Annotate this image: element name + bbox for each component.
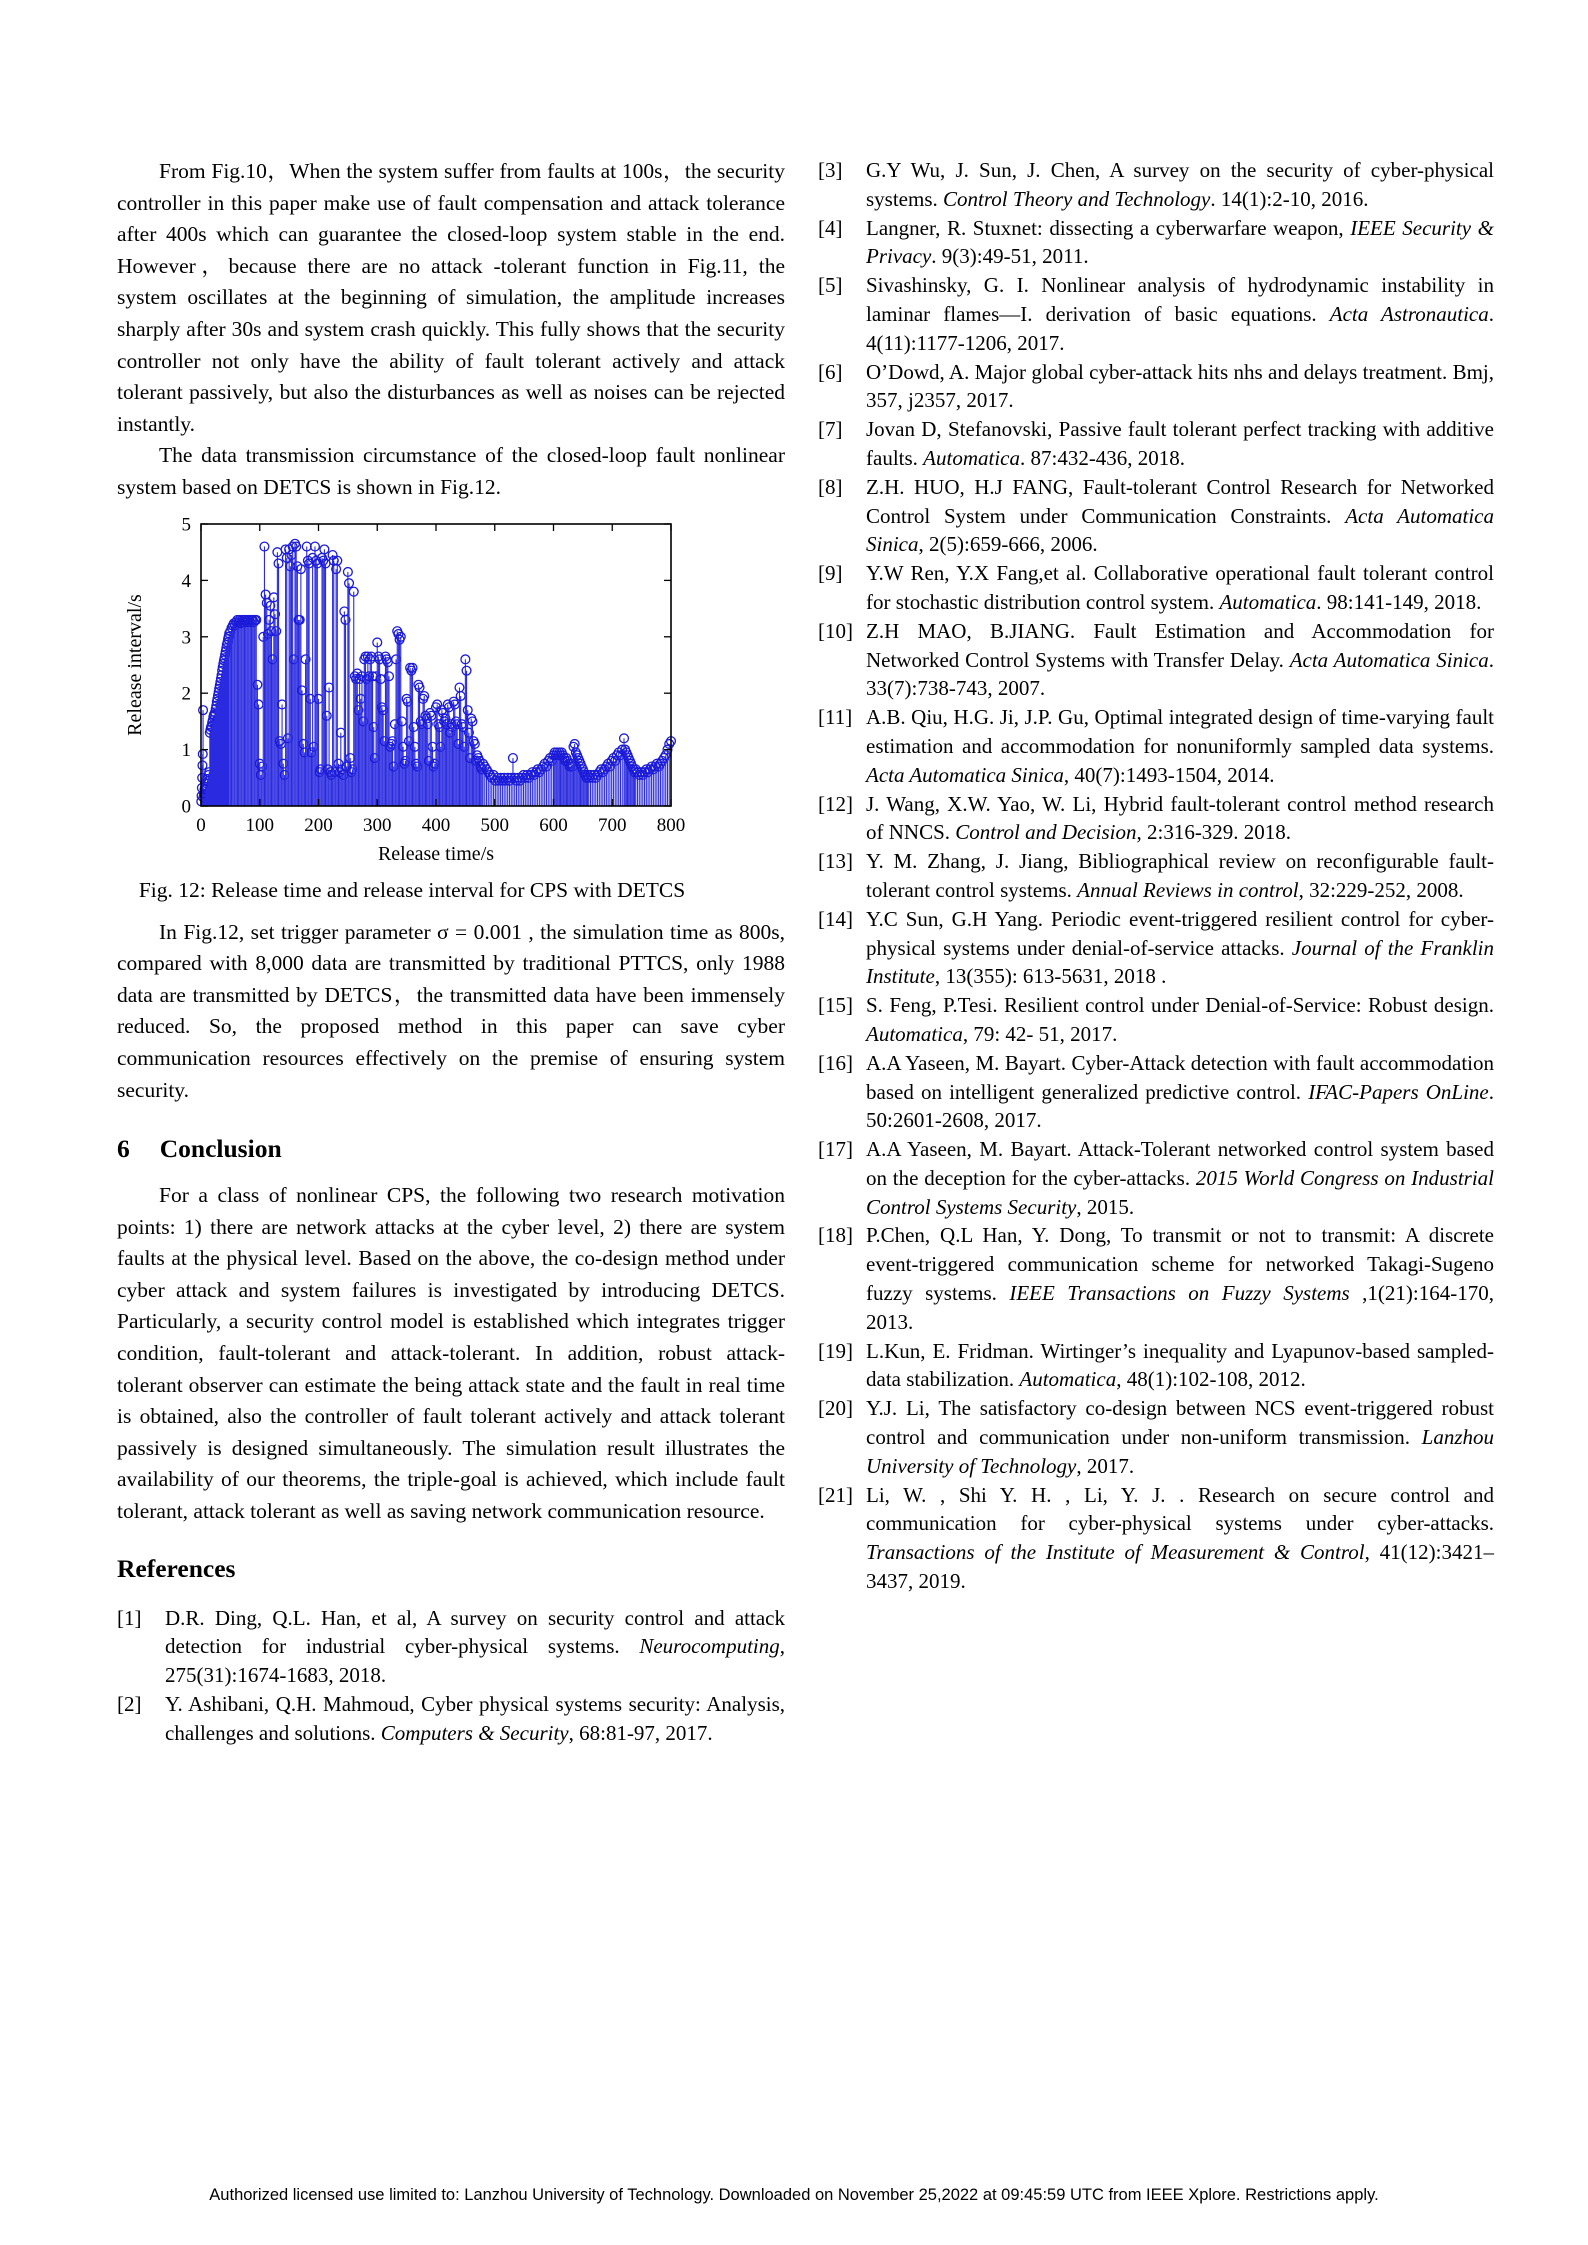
reference-item bbox=[818, 1481, 1494, 1596]
reference-number: [8] bbox=[818, 474, 843, 499]
reference-item bbox=[818, 790, 1494, 848]
x-axis-label: Release time/s bbox=[377, 842, 495, 865]
reference-number: [9] bbox=[818, 561, 843, 586]
reference-item bbox=[117, 1690, 785, 1748]
y-tick-label: 0 bbox=[181, 796, 191, 818]
reference-item bbox=[818, 156, 1494, 214]
x-tick-label: 200 bbox=[304, 814, 333, 836]
reference-item bbox=[818, 991, 1494, 1049]
reference-number: [20] bbox=[818, 1396, 853, 1421]
x-tick-label: 800 bbox=[656, 814, 686, 836]
reference-text: P.Chen, Q.L Han, Y. Dong, To transmit or not to transmit: A discrete event-triggered communication scheme for networked Takagi-Sugeno fuzzy systems. IEEE Transactions on Fuzzy Systems ,1(21):164-170, 2013. bbox=[866, 1223, 1494, 1334]
reference-text: Z.H MAO, B.JIANG. Fault Estimation and Accommodation for Networked Control Systems with Transfer Delay. Acta Automatica Sinica. 33(7):738-743, 2007. bbox=[866, 618, 1494, 701]
reference-number: [19] bbox=[818, 1338, 853, 1363]
reference-number: [13] bbox=[818, 849, 853, 874]
reference-text: Jovan D, Stefanovski, Passive fault tolerant perfect tracking with additive faults. Automatica. 87:432-436, 2018. bbox=[866, 417, 1494, 470]
reference-text: Y. Ashibani, Q.H. Mahmoud, Cyber physical systems security: Analysis, challenges and solutions. Computers & Security, 68:81-97, 2017. bbox=[165, 1692, 785, 1745]
reference-text: D.R. Ding, Q.L. Han, et al, A survey on security control and attack detection for industrial cyber-physical systems. Neurocomputing, 275(31):1674-1683, 2018. bbox=[165, 1605, 785, 1688]
reference-number: [2] bbox=[117, 1692, 142, 1717]
reference-text: L.Kun, E. Fridman. Wirtinger’s inequality and Lyapunov-based sampled-data stabilization. Automatica, 48(1):102-108, 2012. bbox=[866, 1338, 1494, 1392]
conclusion-heading-title: Conclusion bbox=[159, 1134, 282, 1164]
reference-number: [3] bbox=[818, 158, 843, 182]
x-tick-label: 500 bbox=[480, 814, 509, 836]
reference-text: Y. M. Zhang, J. Jiang, Bibliographical review on reconfigurable fault-tolerant control systems. Annual Reviews in control, 32:229-252, 2008. bbox=[866, 849, 1494, 902]
reference-item bbox=[818, 473, 1494, 559]
reference-text: Z.H. HUO, H.J FANG, Fault-tolerant Control Research for Networked Control System under Communication Constraints. Acta Automatica Sinica, 2(5):659-666, 2006. bbox=[866, 474, 1494, 557]
reference-number: [15] bbox=[818, 993, 853, 1018]
x-tick-label: 700 bbox=[598, 814, 627, 836]
reference-text: S. Feng, P.Tesi. Resilient control under Denial-of-Service: Robust design. Automatica, 79: 42- 51, 2017. bbox=[866, 993, 1494, 1046]
reference-item bbox=[818, 1337, 1494, 1395]
reference-text: A.A Yaseen, M. Bayart. Cyber-Attack detection with fault accommodation based on intelligent generalized predictive control. IFAC-Papers OnLine. 50:2601-2608, 2017. bbox=[866, 1050, 1494, 1133]
reference-item bbox=[818, 1135, 1494, 1221]
x-tick-label: 400 bbox=[421, 814, 451, 836]
reference-item bbox=[818, 703, 1494, 789]
figure-12 bbox=[119, 514, 705, 905]
reference-number: [16] bbox=[818, 1050, 853, 1075]
reference-text: A.B. Qiu, H.G. Ji, J.P. Gu, Optimal integrated design of time-varying fault estimation and accommodation for nonuniformly sampled data systems. Acta Automatica Sinica, 40(7):1493-1504, 2014. bbox=[866, 705, 1494, 787]
reference-number: [18] bbox=[818, 1223, 853, 1248]
y-tick-label: 4 bbox=[181, 570, 191, 592]
y-axis-label: Release interval/s bbox=[124, 593, 146, 736]
figure-12-chart bbox=[119, 514, 705, 866]
left-column bbox=[117, 156, 785, 1748]
reference-item bbox=[818, 1394, 1494, 1480]
reference-item bbox=[818, 617, 1494, 703]
y-tick-label: 2 bbox=[181, 683, 191, 705]
x-tick-label: 0 bbox=[196, 814, 206, 836]
reference-item bbox=[818, 415, 1494, 473]
reference-number: [11] bbox=[818, 705, 853, 730]
stem-series bbox=[197, 539, 676, 806]
reference-item bbox=[818, 559, 1494, 617]
right-column bbox=[818, 156, 1494, 1596]
reference-number: [14] bbox=[818, 906, 853, 931]
reference-item bbox=[818, 1049, 1494, 1135]
y-tick-label: 3 bbox=[181, 626, 191, 648]
reference-text: G.Y Wu, J. Sun, J. Chen, A survey on the security of cyber-physical systems. Control Theory and Technology. 14(1):2-10, 2016. bbox=[866, 158, 1494, 211]
reference-text: A.A Yaseen, M. Bayart. Attack-Tolerant networked control system based on the deception for the cyber-attacks. 2015 World Congress on Industrial Control Systems Security, 2015. bbox=[866, 1137, 1494, 1219]
reference-item bbox=[818, 214, 1494, 272]
y-tick-label: 5 bbox=[181, 514, 191, 536]
reference-number: [21] bbox=[818, 1482, 853, 1507]
paragraph-conclusion: For a class of nonlinear CPS, the following two research motivation points: 1) there are network attacks at the cyber level, 2) there are system faults at the physical level. Based on the above, the co-design method under cyber attack and system failures is investigated by introducing DETCS. Particularly, a security control model is established which integrates trigger condition, fault-tolerant and attack-tolerant. In addition, robust attack-tolerant observer can estimate the being attack state and the fault in real time is obtained, also the controller of fault tolerant actively and attack tolerant passively is designed simultaneously. The simulation result illustrates the availability of our theorems, the triple-goal is achieved, which include fault tolerant, attack tolerant as well as saving network communication resource. bbox=[117, 1183, 785, 1524]
references-list-right bbox=[818, 156, 1494, 1596]
reference-item bbox=[818, 1221, 1494, 1336]
reference-number: [17] bbox=[818, 1137, 853, 1162]
reference-text: Y.J. Li, The satisfactory co-design between NCS event-triggered robust control and communication under non-uniform transmission. Lanzhou University of Technology, 2017. bbox=[866, 1396, 1494, 1478]
paragraph-fig10-discussion: From Fig.10，When the system suffer from faults at 100s，the security controller in this paper make use of fault compensation and attack tolerance after 400s which can guarantee the closed-loop system stable in the end. However，because there are no attack -tolerant function in Fig.11, the system oscillates at the beginning of simulation, the amplitude increases sharply after 30s and system crash quickly. This fully shows that the security controller not only have the ability of fault tolerant actively and attack tolerant passively, but also the disturbances as well as noises can be rejected instantly. bbox=[117, 159, 785, 436]
reference-item bbox=[818, 271, 1494, 357]
reference-number: [7] bbox=[818, 417, 843, 442]
reference-text: O’Dowd, A. Major global cyber-attack hits nhs and delays treatment. Bmj, 357, j2357, 2017. bbox=[866, 359, 1494, 413]
conclusion-heading-number: 6 bbox=[117, 1134, 130, 1164]
reference-item bbox=[818, 847, 1494, 905]
reference-text: J. Wang, X.W. Yao, W. Li, Hybrid fault-tolerant control method research of NNCS. Control and Decision, 2:316-329. 2018. bbox=[866, 791, 1494, 845]
paragraph-fig12-discussion: In Fig.12, set trigger parameter σ = 0.001 , the simulation time as 800s, compared with 8,000 data are transmitted by traditional PTTCS, only 1988 data are transmitted by DETCS，the transmitted data have been immensely reduced. So, the proposed method in this paper can save cyber communication resources effectively on the premise of ensuring system security. bbox=[117, 919, 785, 1102]
y-tick-label: 1 bbox=[181, 739, 191, 761]
x-tick-label: 600 bbox=[539, 814, 568, 836]
x-tick-label: 300 bbox=[363, 814, 392, 836]
references-list-left bbox=[117, 1604, 785, 1748]
conclusion-heading bbox=[117, 1134, 785, 1164]
reference-number: [12] bbox=[818, 791, 853, 816]
reference-text: Langner, R. Stuxnet: dissecting a cyberwarfare weapon, IEEE Security & Privacy. 9(3):49-51, 2011. bbox=[866, 215, 1494, 269]
reference-item bbox=[818, 358, 1494, 416]
reference-text: Li, W. , Shi Y. H. , Li, Y. J. . Research on secure control and communication for cyber-physical systems under cyber-attacks. Transactions of the Institute of Measurement & Control, 41(12):3421–3437, 2019. bbox=[866, 1482, 1494, 1594]
reference-item bbox=[818, 905, 1494, 991]
reference-number: [5] bbox=[818, 273, 843, 298]
copyright-footer: Authorized licensed use limited to: Lanzhou University of Technology. Downloaded on November 25,2022 at 09:45:59 UTC from IEEE Xplore. Restrictions apply. bbox=[209, 2186, 1379, 2204]
reference-text: Y.W Ren, Y.X Fang,et al. Collaborative operational fault tolerant control for stochastic distribution control system. Automatica. 98:141-149, 2018. bbox=[866, 561, 1494, 614]
reference-text: Y.C Sun, G.H Yang. Periodic event-triggered resilient control for cyber-physical systems under denial-of-service attacks. Journal of the Franklin Institute, 13(355): 613-5631, 2018 . bbox=[866, 906, 1494, 989]
reference-number: [10] bbox=[818, 618, 853, 643]
reference-number: [4] bbox=[818, 215, 843, 240]
reference-text: Sivashinsky, G. I. Nonlinear analysis of hydrodynamic instability in laminar flames—I. derivation of basic equations. Acta Astronautica. 4(11):1177-1206, 2017. bbox=[866, 273, 1495, 355]
figure-12-caption: Fig. 12: Release time and release interval for CPS with DETCS bbox=[138, 877, 686, 902]
reference-number: [6] bbox=[818, 359, 843, 384]
x-tick-label: 100 bbox=[245, 814, 274, 836]
reference-number: [1] bbox=[117, 1605, 142, 1630]
reference-item bbox=[117, 1604, 785, 1690]
references-heading: References bbox=[117, 1553, 236, 1583]
paragraph-fig12-intro: The data transmission circumstance of the closed-loop fault nonlinear system based on DETCS is shown in Fig.12. bbox=[117, 443, 785, 499]
